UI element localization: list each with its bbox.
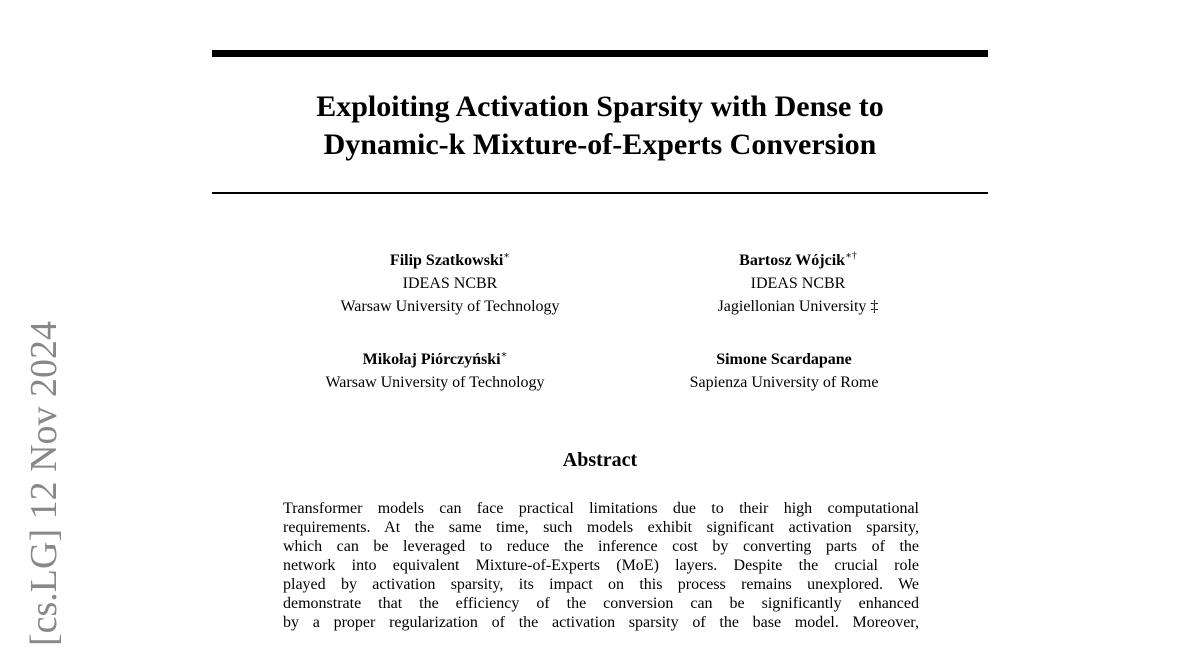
abstract-line: Transformer models can face practical limitations due to their high computational — [283, 500, 919, 517]
author-marks: ∗ — [500, 349, 508, 361]
author-name: Bartosz Wójcik∗† — [739, 250, 857, 269]
abstract-line: which can be leveraged to reduce the inference cost by converting parts of the — [283, 538, 919, 555]
author-marks: ∗† — [845, 250, 857, 262]
abstract-line: demonstrate that the efficiency of the conversion can be significantly enhanced — [283, 595, 919, 612]
author-block — [265, 348, 605, 394]
title-rule — [212, 192, 988, 194]
author-name: Filip Szatkowski∗ — [389, 250, 511, 269]
author-marks: ∗ — [503, 250, 511, 262]
author-affiliation: Warsaw University of Technology — [340, 298, 560, 315]
author-block — [614, 348, 954, 394]
title-line: Exploiting Activation Sparsity with Dense to — [316, 90, 884, 123]
author-block — [280, 249, 620, 318]
author-affiliation: Jagiellonian University ‡ — [717, 298, 879, 315]
author-name: Simone Scardapane — [716, 351, 852, 368]
abstract-line: network into equivalent Mixture-of-Experts (MoE) layers. Despite the crucial role — [283, 557, 919, 574]
author-affiliation: IDEAS NCBR — [750, 275, 846, 292]
author-name: Mikołaj Piórczyński∗ — [362, 349, 508, 368]
title-line: Dynamic-k Mixture-of-Experts Conversion — [323, 128, 877, 161]
arxiv-stamp: [cs.LG] 12 Nov 2024 — [23, 320, 65, 646]
author-block — [628, 249, 968, 318]
abstract-line: by a proper regularization of the activation sparsity of the base model. Moreover, — [283, 614, 919, 631]
author-affiliation: Sapienza University of Rome — [689, 374, 879, 391]
abstract-body — [283, 499, 919, 632]
author-affiliation: IDEAS NCBR — [402, 275, 498, 292]
abstract-heading: Abstract — [562, 449, 638, 471]
author-affiliation: Warsaw University of Technology — [325, 374, 545, 391]
abstract-line: requirements. At the same time, such models exhibit significant activation sparsity, — [283, 519, 919, 536]
paper-title — [212, 88, 988, 164]
top-rule — [212, 50, 988, 57]
abstract-line: played by activation sparsity, its impact on this process remains unexplored. We — [283, 576, 919, 593]
